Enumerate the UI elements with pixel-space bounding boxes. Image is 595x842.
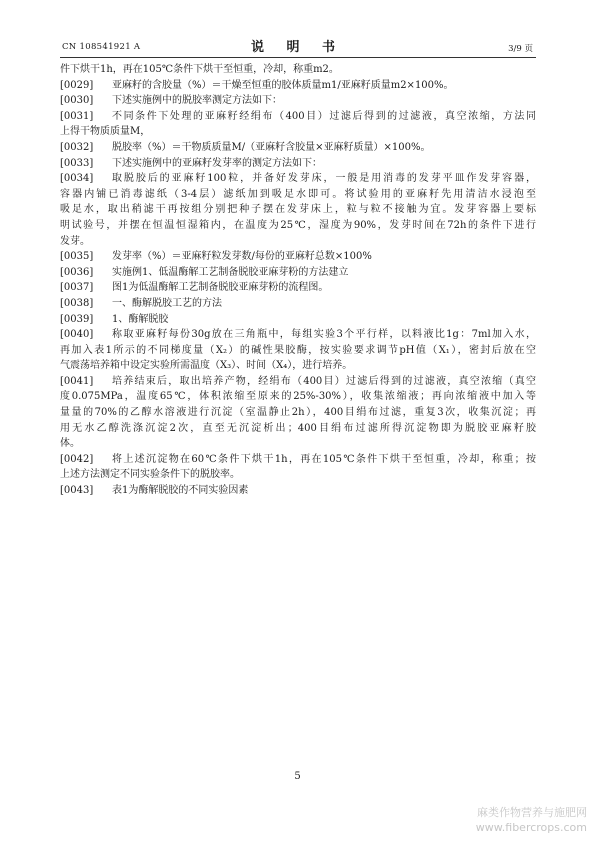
paragraph-number: [0038] — [60, 297, 94, 309]
page-header — [0, 0, 595, 60]
paragraph-number: [0031] — [60, 110, 94, 122]
paragraph-line — [60, 78, 536, 94]
paragraph-text: 不同条件下处理的亚麻籽经绢布（400目）过滤后得到的过滤液，真空浓缩，方法同 — [112, 110, 536, 122]
paragraph-number: [0039] — [60, 313, 94, 325]
continuation-line: 发芽。 — [60, 235, 90, 247]
continuation-line: 上得干物质质量M， — [60, 126, 151, 138]
paragraph-number: [0040] — [60, 329, 94, 341]
paragraph-text: 将上述沉淀物在60℃条件下烘干1h，再在105℃条件下烘干至恒重，冷却，称重；按 — [112, 453, 536, 465]
paragraph-text: 培养结束后，取出培养产物，经绢布（400目）过滤后得到的过滤液，真空浓缩（真空 — [112, 375, 536, 387]
paragraph-text: 发芽率（%）＝亚麻籽粒发芽数/每份的亚麻籽总数×100% — [112, 251, 372, 263]
page-number: 5 — [294, 771, 301, 782]
paragraph-number: [0035] — [60, 251, 94, 263]
document-title: 说 明 书 — [250, 40, 345, 55]
paragraph-text: 下述实施例中的亚麻籽发芽率的测定方法如下： — [112, 157, 322, 169]
paragraph-line — [60, 312, 536, 328]
paragraph-text: 图1为低温酶解工艺制备脱胶亚麻芽粉的流程图。 — [112, 282, 329, 294]
paragraph-line — [60, 265, 536, 281]
paragraph-number: [0041] — [60, 375, 94, 387]
paragraph-text: 脱胶率（%）＝干物质质量M/（亚麻籽含胶量×亚麻籽质量）×100%。 — [112, 141, 431, 153]
paragraph-number: [0037] — [60, 282, 94, 294]
continuation-line: 再加入表1所示的不同梯度量（X₂）的碱性果胶酶，按实验要求调节pH值（X₁），密封后放在空 — [60, 344, 536, 356]
paragraph-line — [60, 296, 536, 312]
paragraph-number: [0043] — [60, 485, 94, 497]
paragraph-line — [60, 171, 536, 187]
paragraph-text: 称取亚麻籽每份30g放在三角瓶中，每组实验3个平行样，以料液比1g：7ml加入水， — [112, 329, 536, 341]
paragraph-text: 下述实施例中的脱胶率测定方法如下： — [112, 95, 282, 107]
patent-number: CN 108541921 A — [62, 42, 141, 52]
header-rule — [60, 57, 536, 58]
continuation-line: 度0.075MPa，温度65℃，体积浓缩至原来的25%-30%），收集浓缩液；再向浓缩液中加入等 — [60, 391, 536, 403]
paragraph-text: 一、酶解脱胶工艺的方法 — [112, 297, 222, 309]
paragraph-text: 1、酶解脱胶 — [112, 313, 169, 325]
paragraph-number: [0029] — [60, 79, 94, 91]
paragraph-line — [60, 327, 536, 343]
paragraph-line — [60, 483, 536, 499]
paragraph-text: 表1为酶解脱胶的不同实验因素 — [112, 485, 249, 497]
paragraph-number: [0034] — [60, 173, 94, 185]
continuation-line: 件下烘干1h，再在105℃条件下烘干至恒重，冷却，称重m2。 — [60, 64, 339, 75]
paragraph-text: 取脱胶后的亚麻籽100粒，并备好发芽床，一般是用消毒的发芽平皿作发芽容器， — [112, 173, 536, 185]
paragraph-line — [60, 93, 536, 109]
continuation-line: 明试验号，并摆在恒温恒湿箱内，在温度为25℃，湿度为90%，发芽时间在72h的条件下进行 — [60, 219, 536, 231]
continuation-line: 容器内铺已消毒滤纸（3-4层）滤纸加到吸足水即可。将试验用的亚麻籽先用清洁水浸泡至 — [60, 188, 536, 200]
paragraph-number: [0036] — [60, 266, 94, 278]
paragraph-number: [0032] — [60, 141, 94, 153]
paragraph-number: [0033] — [60, 157, 94, 169]
page-indicator: 3/9 页 — [508, 44, 533, 54]
paragraph-text: 亚麻籽的含胶量（%）＝干燥至恒重的胶体质量m1/亚麻籽质量m2×100%。 — [112, 79, 454, 91]
continuation-line: 量量的70%的乙醇水溶液进行沉淀（室温静止2h），400目绢布过滤，重复3次，收集沉淀；再 — [60, 407, 536, 419]
continuation-line: 气震荡培养箱中设定实验所需温度（X₃）、时间（X₄），进行培养。 — [60, 360, 353, 372]
paragraph-line — [60, 374, 536, 390]
continuation-line: 吸足水，取出稍滤干再按组分别把种子摆在发芽床上，粒与粒不接触为宜。发芽容器上要标 — [60, 204, 536, 216]
watermark-url: www.fibercrops.com — [475, 821, 587, 834]
paragraph-line — [60, 109, 536, 125]
paragraph-text: 实施例1、低温酶解工艺制备脱胶亚麻芽粉的方法建立 — [112, 266, 349, 278]
paragraph-line — [60, 249, 536, 265]
paragraph-line — [60, 140, 536, 156]
continuation-line: 上述方法测定不同实验条件下的脱胶率。 — [60, 469, 240, 481]
paragraph-line — [60, 156, 536, 172]
paragraph-line — [60, 452, 536, 468]
continuation-line: 体。 — [60, 438, 80, 450]
watermark-site-name: 麻类作物营养与施肥网 — [477, 806, 587, 819]
paragraph-number: [0042] — [60, 453, 94, 465]
site-watermark — [476, 805, 587, 835]
continuation-line: 用无水乙醇洗涤沉淀2次，直至无沉淀析出；400目绢布过滤所得沉淀物即为脱胶亚麻籽胶 — [60, 422, 536, 434]
paragraph-line — [60, 280, 536, 296]
specification-body — [60, 62, 536, 499]
paragraph-number: [0030] — [60, 95, 94, 107]
